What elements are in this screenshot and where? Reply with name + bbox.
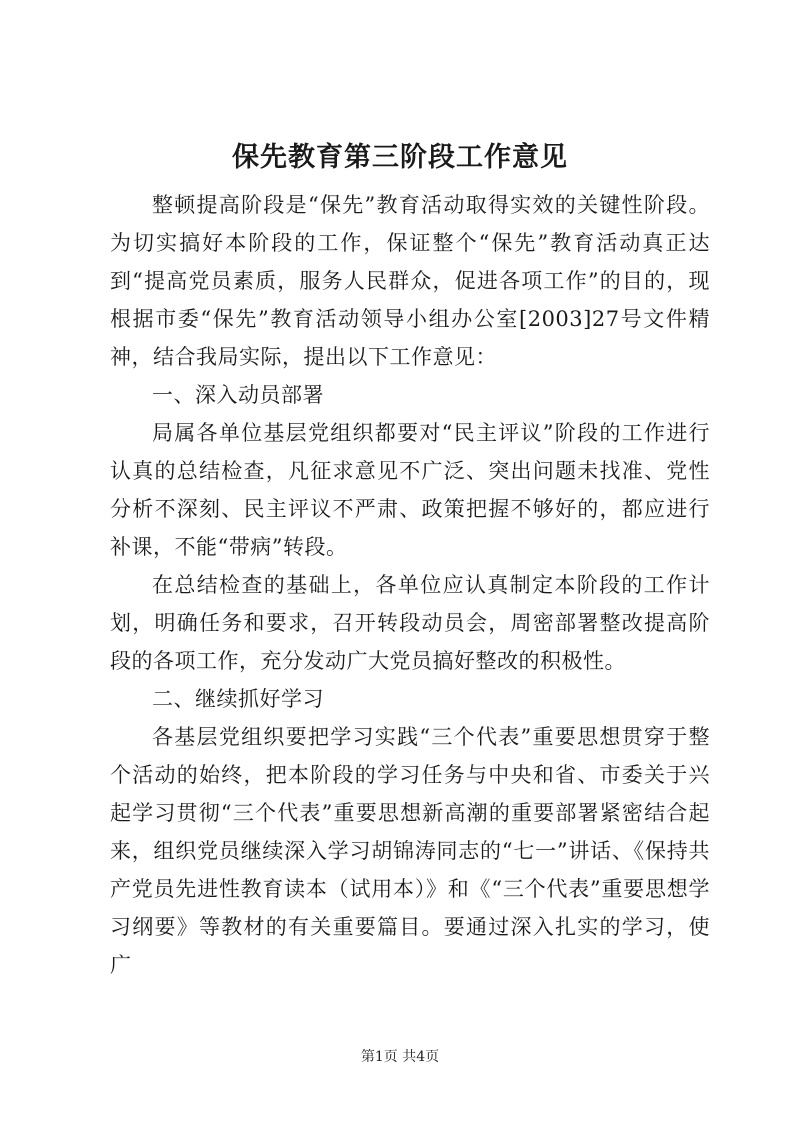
paragraph-work-plan: 在总结检查的基础上，各单位应认真制定本阶段的工作计划，明确任务和要求，召开转段动员会，周密部署整改提高阶段的各项工作，充分发动广大党员搞好整改的积极性。	[110, 573, 710, 673]
section-heading-2: 二、继续抓好学习	[152, 687, 324, 711]
document-body	[110, 186, 710, 984]
page-title: 保先教育第三阶段工作意见	[232, 142, 568, 173]
paragraph-study: 各基层党组织要把学习实践“三个代表”重要思想贯穿于整个活动的始终，把本阶段的学习任务与中央和省、市委关于兴起学习贯彻“三个代表”重要思想新高潮的重要部署紧密结合起来，组织党员继续深入学习胡锦涛同志的“七一”讲话、《保持共产党员先进性教育读本（试用本）》和《“三个代表”重要思想学习纲要》等教材的有关重要篇目。要通过深入扎实的学习，使广	[110, 725, 710, 977]
section-heading-1: 一、深入动员部署	[152, 383, 324, 407]
page-number-footer: 第1页 共4页	[360, 1049, 440, 1065]
paragraph-summary-check: 局属各单位基层党组织都要对“民主评议”阶段的工作进行认真的总结检查，凡征求意见不广泛、突出问题未找准、党性分析不深刻、民主评议不严肃、政策把握不够好的，都应进行补课，不能“带病”转段。	[110, 421, 710, 559]
paragraph-intro: 整顿提高阶段是“保先”教育活动取得实效的关键性阶段。为切实搞好本阶段的工作，保证整个“保先”教育活动真正达到“提高党员素质，服务人民群众，促进各项工作”的目的，现根据市委“保先”教育活动领导小组办公室[2003]27号文件精神，结合我局实际，提出以下工作意见：	[110, 193, 710, 369]
